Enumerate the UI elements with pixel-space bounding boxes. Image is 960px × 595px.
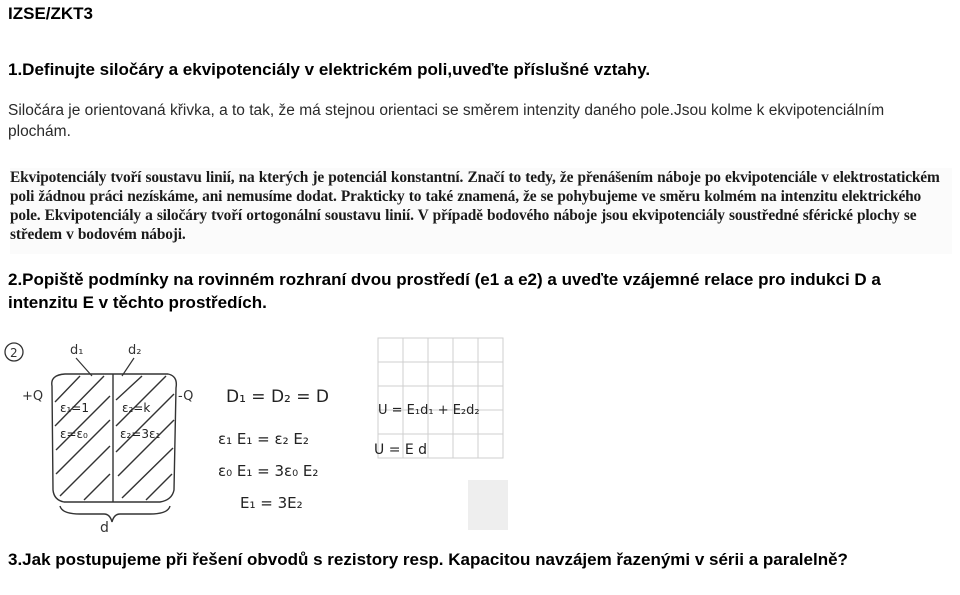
label-d1: d₁ xyxy=(70,343,84,358)
scan-smudge xyxy=(468,480,508,530)
equation-6: U = E d xyxy=(374,442,428,458)
answer-1: Siločára je orientovaná křivka, a to tak, že má stejnou orientaci se směrem intenzity daného pole.Jsou kolme k ekvipotenciálním plochám. xyxy=(8,102,885,140)
label-d2: d₂ xyxy=(128,343,142,358)
label-eps2: ε₂=k xyxy=(122,401,151,415)
equation-1: D₁ = D₂ = D xyxy=(226,387,330,407)
scanned-text-excerpt xyxy=(10,168,952,254)
capacitor-sketch xyxy=(0,330,510,535)
question-2: 2.Popiště podmínky na rovinném rozhraní dvou prostředí (e1 a e2) a uveďte vzájemné relace pro indukci D a intenzitu E v těchto prostředích. xyxy=(8,270,881,312)
equation-3: ε₀ E₁ = 3ε₀ E₂ xyxy=(218,462,319,480)
page-title: IZSE/ZKT3 xyxy=(8,4,94,23)
background-grid xyxy=(378,338,503,458)
equation-5: U = E₁d₁ + E₂d₂ xyxy=(378,403,480,418)
sketch-number: 2 xyxy=(10,346,18,360)
label-eps-right: ε₂=3ε₁ xyxy=(120,427,161,441)
label-minus-q: -Q xyxy=(178,389,194,404)
label-eps1: ε₁=1 xyxy=(60,401,89,415)
label-plus-q: +Q xyxy=(22,389,44,404)
equation-2: ε₁ E₁ = ε₂ E₂ xyxy=(218,430,309,448)
equation-4: E₁ = 3E₂ xyxy=(240,494,303,512)
label-d: d xyxy=(100,520,109,535)
capacitor-outline xyxy=(52,374,177,522)
question-1: 1.Definujte siločáry a ekvipotenciály v elektrickém poli,uveďte příslušné vztahy. xyxy=(8,60,651,79)
scanned-paragraph: Ekvipotenciály tvoří soustavu linií, na kterých je potenciál konstantní. Značí to tedy, že přenášením náboje po ekvipotenciále v elektrostatickém poli žádnou práci nezískáme, ani nemusíme dodat. Prakticky to také znamená, že se pohybujeme ve směru kolmém na intenzitu elektrického pole. Ekvipotenciály a siločáry tvoří ortogonální soustavu linií. V případě bodového náboje jsou ekvipotenciály soustředné sférické plochy se středem v bodovém náboji. xyxy=(10,169,940,243)
label-eps-left: ε=ε₀ xyxy=(60,427,88,441)
question-3: 3.Jak postupujeme při řešení obvodů s rezistory resp. Kapacitou navzájem řazenými v sérii a paralelně? xyxy=(8,550,848,569)
